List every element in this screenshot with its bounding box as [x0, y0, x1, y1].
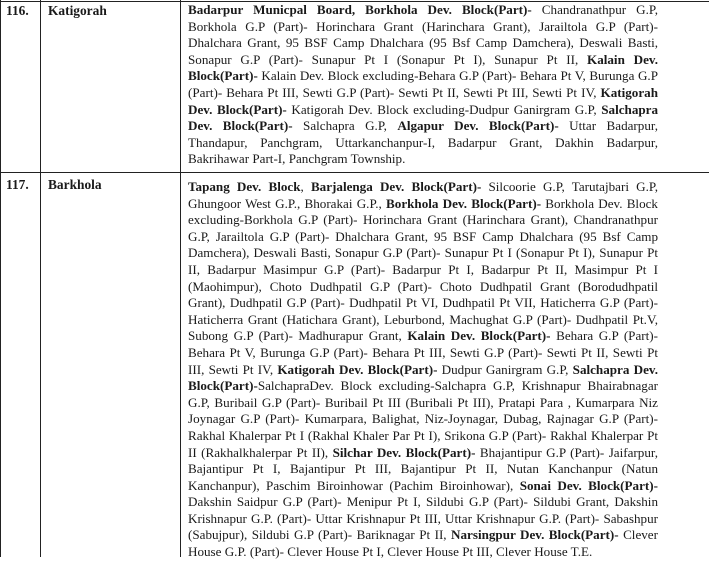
area-list-text: Silcoorie G.P, Tarutajbari G.P, Ghungoor West G.P., Bhorakai G.P.,: [188, 179, 659, 211]
area-list-text: SalchapraDev. Block excluding-Salchapra G.P, Krishnapur Bhairabnagar G.P, Buribail G.P (Part)- Buribail Pt III (Buribali Pt III), Pratapi Para , Kumarpara Niz Joynagar G.P (Part)- Kumarpara, Balighat, Niz-Joynagar, Dubag, Rajnagar G.P (Part)- Rakhal Khalerpar Pt I (Rakhal Khaler Par Pt I), Srikona G.P (Part)- Rakhal Khalerpar Pt II (Rakhalkhalerpar Pt II),: [188, 378, 658, 460]
area-list-text: Borkhola Dev. Block excluding-Borkhola G.P (Part)- Horinchara Grant (Harinchara Grant), Chandranathpur G.P, Jarailtola G.P (Part)- Dhalchara Grant, 95 BSF Camp Dhalchara (95 Bsf Camp Damchera), Deswali Basti, Sonapur G.P (Part)- Sunapur Pt I (Sonapur Pt I), Sunapur Pt II, Badarpur Masimpur G.P (Part)- Badarpur Pt I, Badarpur Pt II, Masimpur Pt I (Maohimpur), Choto Dudhpatil G.P (Part)- Choto Dudhpatil Grant (Borodudhpatil Grant), Dudhpatil G.P (Part)- Dudhpatil Pt VI, Dudhpatil Pt VII, Haticherra G.P (Part)- Haticherra Grant (Hatichara Grant), Leburbond, Machughat G.P (Part)- Dudhpatil Pt.V, Subong G.P (Part)- Madhurapur Grant,: [188, 195, 658, 344]
column-divider-2: [40, 0, 41, 557]
block-heading-text: Katigorah Dev. Block(Part)-: [277, 361, 438, 377]
constituency-number: 117.: [6, 177, 29, 192]
area-description: [188, 2, 658, 168]
block-heading-text: Silchar Dev. Block(Part)-: [332, 444, 476, 460]
block-heading-text: Tapang Dev. Block: [188, 179, 301, 194]
block-heading-text: Borkhola Dev. Block(Part)-: [386, 195, 542, 211]
block-heading-text: Katigorah Dev. Block(Part)-: [188, 84, 658, 117]
column-divider-1: [0, 0, 1, 557]
block-heading-text: Sonai Dev. Block(Part)-: [519, 477, 658, 493]
constituency-name: Barkhola: [48, 177, 102, 192]
area-description: [188, 179, 658, 561]
area-list-text: Clever House G.P. (Part)- Clever House Pt I, Clever House Pt III, Clever House T.E.: [188, 527, 658, 560]
constituency-number: 116.: [6, 3, 29, 18]
constituency-name: Katigorah: [48, 3, 107, 18]
area-list-text: Behara G.P (Part)- Behara Pt V, Burunga G.P (Part)- Behara Pt III, Sewti G.P (Part)- Sewti Pt II, Sewti Pt III, Sewti Pt IV,: [188, 328, 658, 377]
block-heading-text: Badarpur Municpal Board, Borkhola Dev. Block(Part)-: [188, 2, 532, 17]
area-list-text: ,: [300, 179, 311, 194]
column-divider-3: [180, 0, 181, 557]
block-heading-text: Algapur Dev. Block(Part)-: [397, 118, 559, 134]
block-heading-text: Kalain Dev. Block(Part)-: [188, 51, 658, 84]
area-list-text: Kalain Dev. Block excluding-Behara G.P (Part)- Behara Pt V, Burunga G.P (Part)- Behara Pt III, Sewti G.P (Part)- Sewti Pt II, Sewti Pt III, Sewti Pt IV,: [188, 68, 658, 100]
area-list-text: Katigorah Dev. Block excluding-Dudpur Ganirgram G.P,: [286, 101, 602, 117]
block-heading-text: Salchapra Dev. Block(Part)-: [188, 361, 658, 394]
area-list-text: Uttar Badarpur, Thandapur, Panchgram, Uttarkanchanpur-I, Badarpur Grant, Dakhin Badarpur, Bakrihawar Part-I, Panchgram Township.: [188, 118, 658, 167]
area-list-text: Dudpur Ganirgram G.P,: [437, 361, 573, 377]
area-list-text: Salchapra G.P,: [292, 118, 398, 134]
block-heading-text: Salchapra Dev. Block(Part)-: [188, 101, 659, 134]
area-list-text: Chandranathpur G.P, Borkhola G.P (Part)- Horinchara Grant (Harinchara Grant), Jarailtola G.P (Part)- Dhalchara Grant, 95 BSF Camp Dhalchara (95 Bsf Camp Damchera), Deswali Basti, Sonapur G.P (Part)- Sunapur Pt I (Sonapur Pt I), Sunapur Pt II,: [188, 2, 658, 67]
area-list-text: Dakshin Saidpur G.P (Part)- Menipur Pt I, Sildubi G.P (Part)- Sildubi Grant, Dakshin Krishnapur G.P. (Part)- Uttar Krishnapur Pt III, Uttar Krishnapur G.P. (Part)- Sabashpur (Sabujpur), Sildubi G.P (Part)- Bariknagar Pt II,: [188, 494, 658, 543]
block-heading-text: Kalain Dev. Block(Part)-: [407, 328, 551, 344]
block-heading-text: Barjalenga Dev. Block(Part)-: [310, 179, 482, 194]
area-list-text: Bhajantipur G.P (Part)- Jaifarpur, Bajantipur Pt I, Bajantipur Pt III, Bajantipur Pt II, Nutan Kanchanpur (Natun Kanchanpur), Paschim Biroinhowar (Pachim Biroinhowar),: [188, 444, 658, 493]
row-divider-mid: [0, 172, 709, 173]
block-heading-text: Narsingpur Dev. Block(Part)-: [451, 527, 619, 543]
